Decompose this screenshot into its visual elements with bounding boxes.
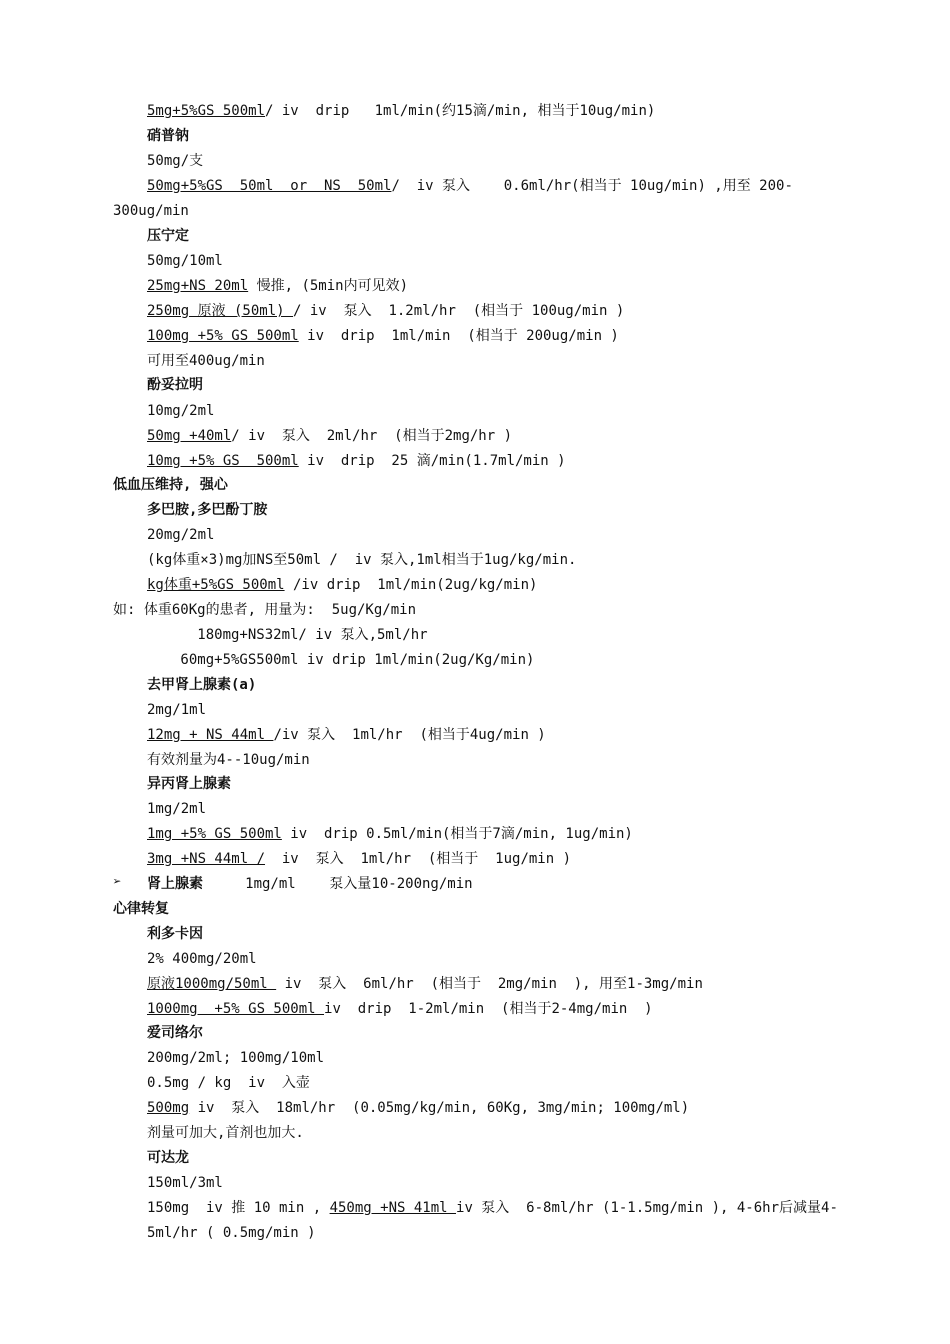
text-segment: 12mg + NS 44ml [147,727,274,743]
text-segment: 1mg/2ml [147,801,207,817]
text-segment: 250mg 原液 (50ml) [147,303,294,319]
text-segment: 1000mg +5% GS 500ml [147,1001,325,1017]
text-line [113,600,416,620]
text-line [147,401,214,421]
text-line [147,575,537,595]
text-segment: 原液1000mg/50ml [147,976,277,992]
text-segment: iv drip 0.5ml/min(相当于7滴/min, 1ug/min) [281,826,633,842]
text-segment: iv 泵入 1ml/hr (相当于 1ug/min ) [265,851,572,867]
text-segment: 慢推, (5min内可见效) [248,278,409,294]
text-line [147,276,408,296]
text-segment: iv drip 1-2ml/min (相当于2-4mg/min ) [324,1001,653,1017]
text-segment: iv drip 25 滴/min(1.7ml/min ) [298,453,566,469]
text-segment: iv 泵入 6ml/hr (相当于 2mg/min ), 用至1-3mg/min [276,976,703,992]
text-segment: 25mg+NS 20ml [147,278,249,294]
text-segment: 150ml/3ml [147,1175,223,1191]
text-segment: 肾上腺素 [147,876,203,892]
text-line [147,675,256,695]
text-line [113,650,534,670]
text-line [147,750,310,770]
text-line [147,525,214,545]
text-line [147,799,206,819]
text-line [147,700,206,720]
text-line [147,426,512,446]
text-segment: 20mg/2ml [147,527,215,543]
text-segment: 200mg/2ml; 100mg/10ml [147,1050,325,1066]
text-line [147,1173,223,1193]
text-segment: / iv 泵入 2ml/hr (相当于2mg/hr ) [231,428,513,444]
text-line [147,999,653,1019]
text-segment: 1mg +5% GS 500ml [147,826,282,842]
text-segment: 180mg+NS32ml/ iv 泵入,5ml/hr [113,627,428,643]
text-segment: 50mg/支 [147,153,204,169]
text-segment: 500mg [147,1100,190,1116]
text-line [147,849,571,869]
text-line [147,824,633,844]
text-segment: 300ug/min [113,203,189,219]
text-line [147,301,624,321]
text-segment: 5ml/hr ( 0.5mg/min ) [147,1225,316,1241]
text-line [147,500,267,520]
text-segment: iv 泵入 18ml/hr (0.05mg/kg/min, 60Kg, 3mg/min; 100mg/ml) [189,1100,690,1116]
text-segment: 50mg+5%GS 50ml or NS 50ml [147,178,392,194]
text-line [147,924,203,944]
text-line [147,151,203,171]
text-line [147,226,189,246]
text-segment: iv 泵入 6-8ml/hr (1-1.5mg/min ), 4-6hr后减量4- [456,1200,838,1216]
text-segment: 150mg iv 推 10 min , [147,1200,330,1216]
text-line [147,874,473,894]
text-line [147,1023,203,1043]
text-segment: / iv drip 1ml/min(约15滴/min, 相当于10ug/min) [265,103,656,119]
text-line [147,550,576,570]
text-segment: / iv 泵入 1.2ml/hr (相当于 100ug/min ) [293,303,625,319]
text-segment: 压宁定 [147,228,189,244]
text-segment: 50mg/10ml [147,253,223,269]
text-segment: kg体重+5%GS 500ml [147,577,285,593]
text-segment: 多巴胺,多巴酚丁胺 [147,502,268,518]
text-segment: 有效剂量为4--10ug/min [147,752,310,768]
text-segment: 60mg+5%GS500ml iv drip 1ml/min(2ug/Kg/min) [113,652,535,668]
text-segment: 低血压维持, 强心 [113,477,228,493]
text-line [147,1073,310,1093]
text-line [147,375,203,395]
text-segment: 2% 400mg/20ml [147,951,257,967]
text-segment: 100mg +5% GS 500ml [147,328,299,344]
text-line [113,201,189,221]
text-line [147,725,546,745]
text-segment: 硝普钠 [147,128,189,144]
text-line [147,774,231,794]
text-line [147,351,265,371]
text-segment: 如: 体重60Kg的患者, 用量为: 5ug/Kg/min [113,602,417,618]
text-line [147,1098,689,1118]
text-segment: 50mg +40ml [147,428,232,444]
text-segment: /iv 泵入 1ml/hr (相当于4ug/min ) [273,727,546,743]
text-line [147,1223,316,1243]
text-line [113,475,228,495]
text-line [147,1148,189,1168]
text-segment: 2mg/1ml [147,702,207,718]
text-segment: 5mg+5%GS 500ml [147,103,266,119]
text-segment: 剂量可加大,首剂也加大. [147,1125,304,1141]
text-segment: 酚妥拉明 [147,377,203,393]
text-segment: 450mg +NS 41ml [329,1200,457,1216]
text-segment: 心律转复 [113,901,169,917]
text-segment: (kg体重×3)mg加NS至50ml / iv 泵入,1ml相当于1ug/kg/min. [147,552,577,568]
text-segment: 利多卡因 [147,926,203,942]
text-segment: 3mg +NS 44ml / [147,851,266,867]
text-line [147,451,566,471]
text-segment: 1mg/ml 泵入量10-200ng/min [203,876,473,892]
text-line [147,1048,324,1068]
text-line [113,899,169,919]
text-line [147,251,223,271]
text-segment: 可用至400ug/min [147,353,265,369]
text-line [147,1123,304,1143]
text-segment: 可达龙 [147,1150,189,1166]
arrow-bullet-icon: ➢ [113,874,122,890]
text-segment: 去甲肾上腺素(a) [147,677,257,693]
text-line [147,176,793,196]
text-segment: 0.5mg / kg iv 入壶 [147,1075,310,1091]
text-segment: 爱司络尔 [147,1025,203,1041]
text-line [113,625,428,645]
text-line [147,126,189,146]
text-line [147,949,257,969]
text-segment: 10mg +5% GS 500ml [147,453,299,469]
text-line [147,974,703,994]
text-segment: 异丙肾上腺素 [147,776,231,792]
text-segment: / iv 泵入 0.6ml/hr(相当于 10ug/min) ,用至 200- [391,178,793,194]
text-line [147,1198,838,1218]
text-segment: /iv drip 1ml/min(2ug/kg/min) [284,577,538,593]
text-segment: 10mg/2ml [147,403,215,419]
text-line [147,326,619,346]
text-line [147,101,655,121]
text-segment: iv drip 1ml/min (相当于 200ug/min ) [298,328,619,344]
